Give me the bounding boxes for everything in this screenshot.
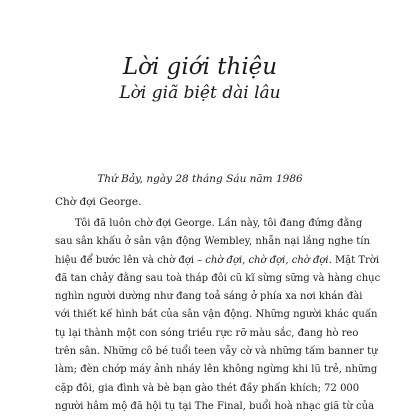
- body-line-3: [55, 252, 380, 270]
- chapter-title: Lời giới thiệu: [122, 54, 278, 80]
- body-line-3-emphasis: chờ đợi, chờ đợi, chờ đợi: [205, 254, 329, 266]
- body-line-6: với thiết kế hình bát của sân vận động. Những người khác quấn: [55, 309, 378, 321]
- body-line-8: trên sân. Những cô bé tuổi teen vẫy cờ và những tấm banner tự: [55, 346, 378, 358]
- body-line-9: làm; đèn chớp máy ảnh nháy lên không ngừng khi lũ trẻ, những: [55, 364, 378, 376]
- body-line-3-start: hiệu để bước lên và chờ đợi –: [55, 254, 206, 266]
- body-line-5: nghìn người dường như đang toả sáng ở phía xa nơi khán đài: [55, 291, 363, 303]
- chapter-subtitle: Lời giã biệt dài lâu: [119, 83, 281, 103]
- body-line-2: sau sân khấu ở sân vận động Wembley, nhẫn nại lắng nghe tín: [55, 236, 370, 248]
- letter-salutation: Chờ đợi George.: [55, 196, 142, 208]
- body-line-1: Tôi đã luôn chờ đợi George. Lần này, tôi đang đứng đằng: [75, 218, 363, 229]
- letter-dateline: Thứ Bảy, ngày 28 tháng Sáu năm 1986: [97, 173, 303, 185]
- letter-body: [55, 215, 381, 416]
- body-line-7: tụ lại thành một con sóng triều rực rỡ màu sắc, đang hò reo: [55, 327, 359, 339]
- body-line-4: đã tan chảy đằng sau toà tháp đôi cũ kĩ sừng sững và hàng chục: [55, 272, 381, 284]
- body-line-10: cặp đôi, gia đình và bè bạn gào thét đầy phấn khích; 72 000: [55, 382, 360, 394]
- body-line-11: người hâm mộ đã hội tụ tại The Final, buổi hoà nhạc giã từ của: [55, 400, 375, 412]
- body-line-3-end: . Mặt Trời: [328, 254, 380, 266]
